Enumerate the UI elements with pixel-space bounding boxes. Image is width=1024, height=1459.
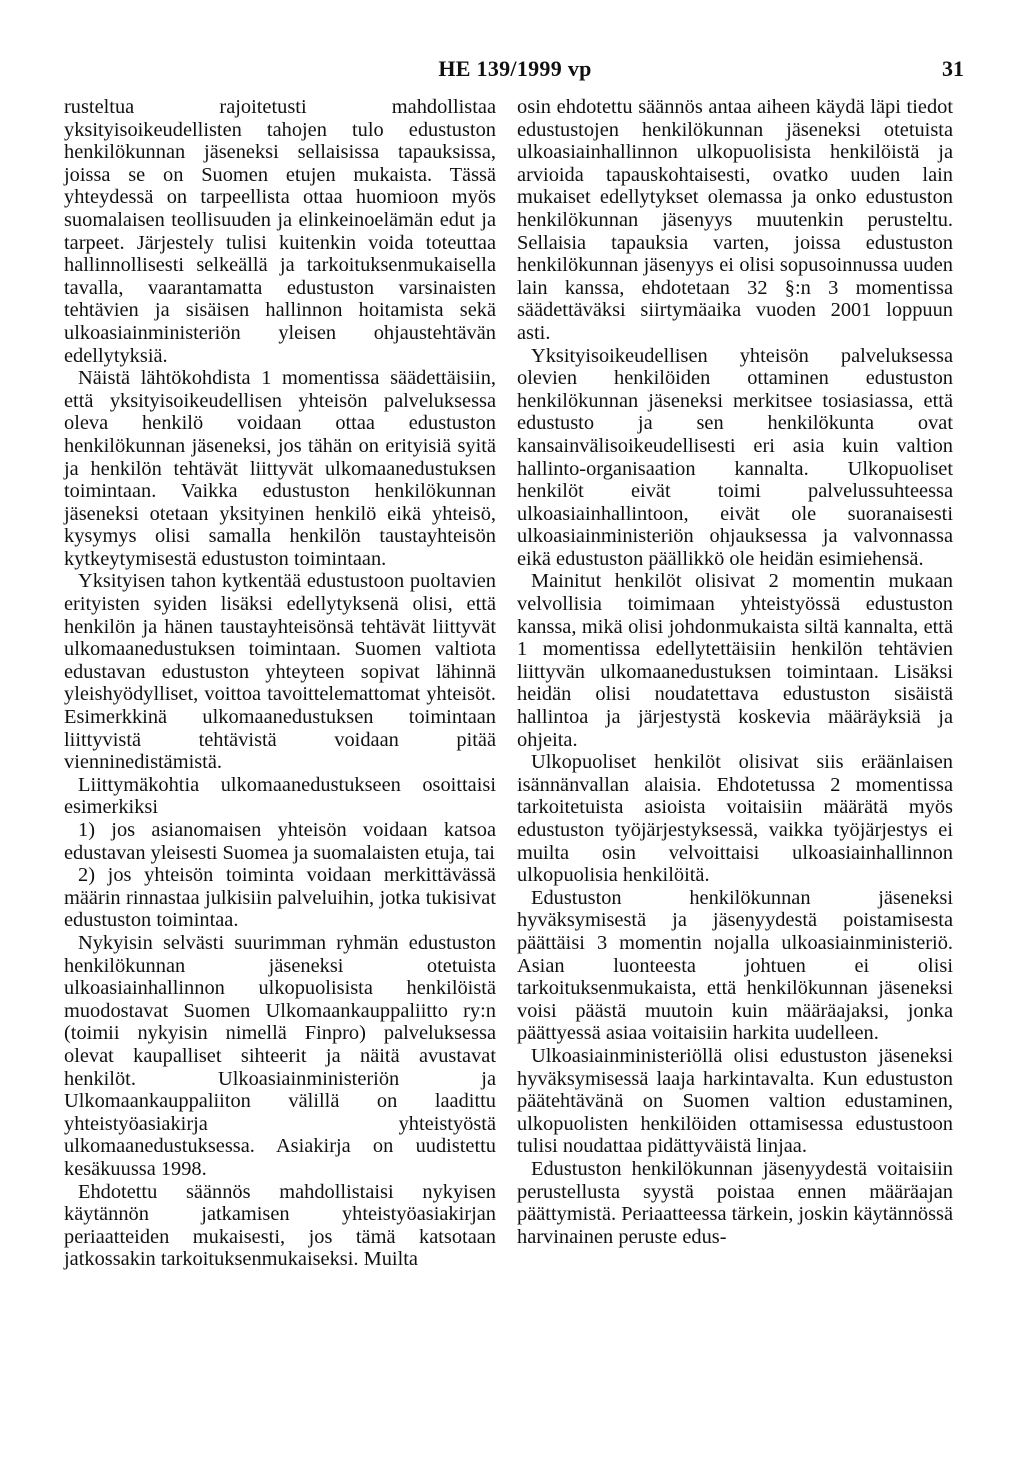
paragraph: Ehdotettu säännös mahdollistaisi nykyisen käytännön jatkamisen yhteistyöasiakirjan periaatteiden mukaisesti, jos tämä katsotaan jatkossakin tarkoituksenmukaiseksi. Muilta	[64, 1180, 496, 1271]
paragraph: Näistä lähtökohdista 1 momentissa säädettäisiin, että yksityisoikeudellisen yhteisön palveluksessa oleva henkilö voidaan ottaa edustuston henkilökunnan jäseneksi, jos tähän on erityisiä syitä ja henkilön tehtävät liittyvät ulkomaanedustuksen toimintaan. Vaikka edustuston henkilökunnan jäseneksi otetaan yksityinen henkilö eikä yhteisö, kysymys olisi samalla henkilön taustayhteisön kytkeytymisestä edustuston toimintaan.	[64, 367, 496, 570]
paragraph: Yksityisen tahon kytkentää edustustoon puoltavien erityisten syiden lisäksi edellytyksenä olisi, että henkilön ja hänen taustayhteisönsä tehtävät liittyvät ulkomaanedustuksen toimintaan. Suomen valtiota edustavan edustuston yhteyteen sopivat lähinnä yleishyödylliset, voittoa tavoittelemattomat yhteisöt. Esimerkkinä ulkomaanedustuksen toimintaan liittyvistä tehtävistä voidaan pitää vienninedistämistä.	[64, 570, 496, 774]
page-header	[0, 46, 1024, 86]
paragraph: Ulkopuoliset henkilöt olisivat siis eräänlaisen isännänvallan alaisia. Ehdotetussa 2 momentissa tarkoitetuista asioista voitaisiin määrätä myös edustuston työjärjestyksessä, vaikka työjärjestys ei muilta osin velvoittaisi ulkoasiainhallinnon ulkopuolisia henkilöitä.	[517, 751, 953, 887]
paragraph: Nykyisin selvästi suurimman ryhmän edustuston henkilökunnan jäseneksi otetuista ulkoasiainhallinnon ulkopuolisista henkilöistä muodostavat Suomen Ulkomaankauppaliitto ry:n (toimii nykyisin nimellä Finpro) palveluksessa olevat kaupalliset sihteerit ja näitä avustavat henkilöt. Ulkoasiainministeriön ja Ulkomaankauppaliiton välillä on laadittu yhteistyöasiakirja yhteistyöstä ulkomaanedustuksessa. Asiakirja on uudistettu kesäkuussa 1998.	[64, 931, 496, 1180]
list-item: 2) jos yhteisön toiminta voidaan merkittävässä määrin rinnastaa julkisiin palveluihin, jotka tukisivat edustuston toimintaa.	[64, 864, 496, 932]
right-column	[517, 96, 953, 1248]
paragraph: Mainitut henkilöt olisivat 2 momentin mukaan velvollisia toimimaan yhteistyössä edustuston kanssa, mikä olisi johdonmukaista siltä kannalta, että 1 momentissa edellytettäisiin henkilön tehtävien liittyvän ulkomaanedustuksen toimintaan. Lisäksi heidän olisi noudatettava edustuston sisäistä hallintoa ja järjestystä koskevia määräyksiä ja ohjeita.	[517, 570, 953, 751]
paragraph: Liittymäkohtia ulkomaanedustukseen osoittaisi esimerkiksi	[64, 773, 496, 819]
paragraph: osin ehdotettu säännös antaa aiheen käydä läpi tiedot edustustojen henkilökunnan jäseneksi otetuista ulkoasiainhallinnon ulkopuolisista henkilöistä ja arvioida tapauskohtaisesti, ovatko uuden lain mukaiset edellytykset olemassa ja onko edustuston henkilökunnan jäsenyys muutenkin perusteltu. Sellaisia tapauksia varten, joissa edustuston henkilökunnan jäsenyys ei olisi sopusoinnussa uuden lain kanssa, ehdotetaan 32 §:n 3 momentissa säädettäväksi siirtymäaika vuoden 2001 loppuun asti.	[517, 96, 953, 344]
paragraph: Ulkoasiainministeriöllä olisi edustuston jäseneksi hyväksymisessä laaja harkintavalta. Kun edustuston päätehtävänä on Suomen valtion edustaminen, ulkopuolisten henkilöiden ottamisessa edustustoon tulisi noudattaa pidättyväistä linjaa.	[517, 1044, 953, 1158]
paragraph: Edustuston henkilökunnan jäsenyydestä voitaisiin perustellusta syystä poistaa ennen määräajan päättymistä. Periaatteessa tärkein, joskin käytännössä harvinainen peruste edus-	[517, 1157, 954, 1248]
paragraph: Yksityisoikeudellisen yhteisön palveluksessa olevien henkilöiden ottaminen edustuston henkilökunnan jäseneksi merkitsee tosiasiassa, että edustusto ja sen henkilökunta ovat kansainvälisoikeudellisesti eri asia kuin valtion hallinto-organisaation kannalta. Ulkopuoliset henkilöt eivät toimi palvelussuhteessa ulkoasiainhallintoon, eivät ole suoranaisesti ulkoasiainministeriön ohjauksessa ja valvonnassa eikä edustuston päällikkö ole heidän esimiehensä.	[517, 344, 953, 570]
paragraph: rusteltua rajoitetusti mahdollistaa yksityisoikeudellisten tahojen tulo edustuston henkilökunnan jäseneksi sellaisissa tapauksissa, joissa se on Suomen etujen mukaista. Tässä yhteydessä on tarpeellista ottaa huomioon myös suomalaisen teollisuuden ja elinkeinoelämän edut ja tarpeet. Järjestely tulisi kuitenkin voida toteuttaa hallinnollisesti selkeällä ja tarkoituksenmukaisella tavalla, vaarantamatta edustuston varsinaisten tehtävien ja sisäisen hallinnon hoitamista sekä ulkoasiainministeriön yleisen ohjaustehtävän edellytyksiä.	[64, 96, 496, 367]
left-column	[64, 96, 496, 1271]
paragraph: Edustuston henkilökunnan jäseneksi hyväksymisestä ja jäsenyydestä poistamisesta päättäisi 3 momentin nojalla ulkoasiainministeriö. Asian luonteesta johtuen ei olisi tarkoituksenmukaista, että henkilökunnan jäseneksi voisi päästä muutoin kuin määräajaksi, jonka päättyessä asiaa voitaisiin harkita uudelleen.	[517, 886, 953, 1045]
document-id: HE 139/1999 vp	[438, 56, 592, 81]
page-number: 31	[942, 56, 964, 81]
list-item: 1) jos asianomaisen yhteisön voidaan katsoa edustavan yleisesti Suomea ja suomalaisten etuja, tai	[64, 819, 496, 864]
